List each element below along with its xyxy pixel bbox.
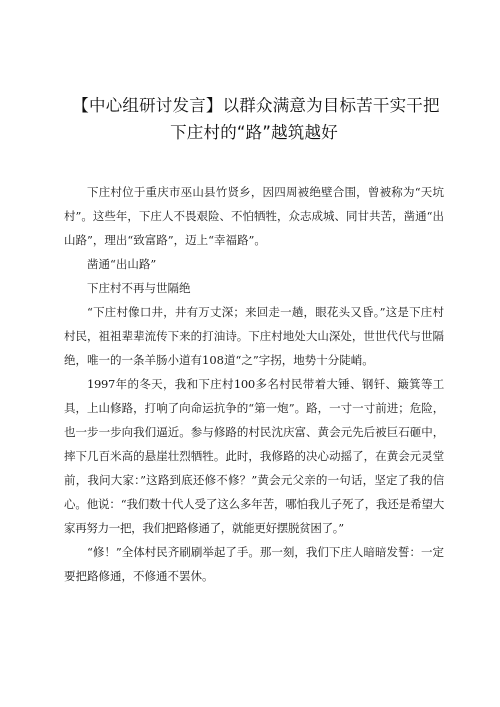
document-title-line-1: 【中心组研讨发言】以群众满意为目标苦干实干把 xyxy=(72,96,440,115)
document-title-line-2: 下庄村的“路”越筑越好 xyxy=(170,123,338,142)
paragraph-intro: 下庄村位于重庆市巫山县竹贤乡，因四周被绝壁合围，曾被称为“天坑村”。这些年，下庄人不畏艰险、不怕牺牲，众志成城、同甘共苦，凿通“出山路”，理出“致富路”，迈上“幸福路”。 xyxy=(64,185,444,247)
paragraph-village-background: “下庄村像口井，井有万丈深；来回走一趟，眼花头又昏。”这是下庄村村民，祖祖辈辈流传下来的打油诗。下庄村地处大山深处，世世代代与世隔绝，唯一的一条羊肠小道有108道“之”字拐，地势十分陡峭。 xyxy=(64,305,444,367)
document-body xyxy=(64,180,444,588)
paragraph-road-building: 1997年的冬天，我和下庄村100多名村民带着大锤、钢钎、簸箕等工具，上山修路，打响了向命运抗争的“第一炮”。路，一寸一寸前进；危险，也一步一步向我们逼近。参与修路的村民沈庆富、黄会元先后被巨石砸中，摔下几百米高的悬崖壮烈牺牲。此时，我修路的决心动摇了，在黄会元灵堂前，我问大家：”这路到底还修不修？”黄会元父亲的一句话，坚定了我的信心。他说：“我们数十代人受了这么多年苦，哪怕我儿子死了，我还是希望大家再努力一把，我们把路修通了，就能更好摆脱贫困了。” xyxy=(64,377,444,535)
paragraph-vow: “修！”全体村民齐刷刷举起了手。那一刻，我们下庄人暗暗发誓：一定要把路修通，不修通不罢休。 xyxy=(64,545,444,583)
section-subheading: 下庄村不再与世隔绝 xyxy=(87,281,191,295)
section-heading: 凿通“出山路” xyxy=(87,257,157,271)
